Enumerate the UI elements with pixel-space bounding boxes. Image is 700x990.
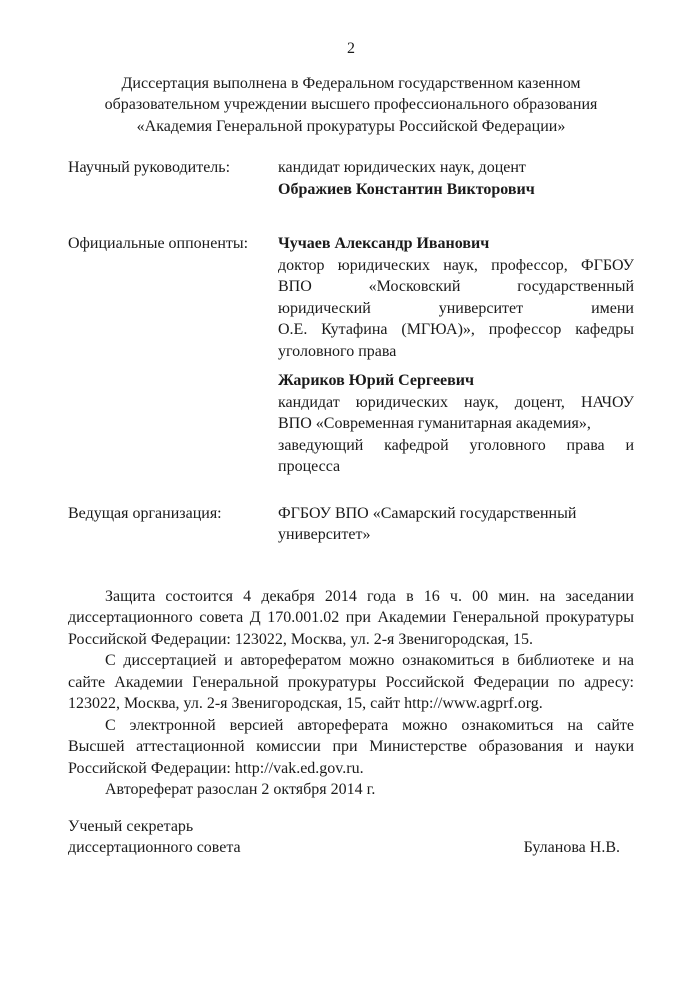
leading-org-row — [68, 503, 634, 546]
opponent-description-line: доктор юридических наук, профессор, ФГБОУ — [278, 256, 634, 274]
opponent-description-line: заведующий кафедрой уголовного права и — [278, 436, 634, 454]
opponent-description-line: ВПО «Московский государственный — [278, 278, 634, 295]
opponent-description-line: процесса — [278, 458, 341, 475]
supervisor-degree: кандидат юридических наук, доцент — [278, 159, 526, 176]
opponent-description-line: кандидат юридических наук, доцент, НАЧОУ — [278, 393, 634, 411]
opponent-name: Жариков Юрий Сергеевич — [278, 372, 475, 389]
leading-org-label: Ведущая организация: — [68, 504, 222, 522]
page-number: 2 — [347, 40, 355, 57]
supervisor-row — [68, 157, 634, 200]
secretary-role-line1: Ученый секретарь — [68, 817, 194, 835]
supervisor-value — [278, 157, 634, 200]
secretary-name: Буланова Н.В. — [523, 839, 620, 856]
opponent-name: Чучаев Александр Иванович — [278, 235, 490, 252]
paragraph-line: сайте Академии Генеральной прокуратуры Российской Федерации по адресу: — [68, 673, 634, 691]
secretary-role — [68, 816, 241, 859]
opponents-label: Официальные оппоненты: — [68, 235, 249, 252]
affiliation-heading-line: «Академия Генеральной прокуратуры Российской Федерации» — [136, 117, 566, 135]
leading-org-line: ФГБОУ ВПО «Самарский государственный — [278, 504, 577, 522]
library-access-paragraph — [68, 650, 634, 715]
leading-org-value — [278, 503, 634, 546]
affiliation-heading-line: Диссертация выполнена в Федеральном государственном казенном — [121, 74, 581, 92]
paragraph-line: Российской Федерации: 123022, Москва, ул. 2-я Звенигородская, 15. — [68, 630, 534, 648]
supervisor-label: Научный руководитель: — [68, 159, 231, 176]
opponent-description-line: юридический университет имени — [278, 299, 634, 317]
affiliation-heading-line: образовательном учреждении высшего профессионального образования — [104, 96, 598, 113]
opponent-description-line: ВПО «Современная гуманитарная академия», — [278, 415, 591, 432]
leading-org-line: университет» — [278, 526, 371, 543]
distribution-note: Автореферат разослан 2 октября 2014 г. — [105, 781, 376, 798]
paragraph-line: 123022, Москва, ул. 2-я Звенигородская, 15, сайт http://www.agprf.org. — [68, 695, 543, 712]
opponent-description-line: О.Е. Кутафина (МГЮА)», профессор кафедры — [278, 321, 634, 338]
opponent-first-block — [278, 233, 634, 362]
paragraph-line: диссертационного совета Д 170.001.02 при Академии Генеральной прокуратуры — [68, 609, 634, 626]
opponents-row — [68, 233, 634, 478]
online-version-paragraph — [68, 715, 634, 780]
defense-paragraph — [68, 586, 634, 651]
body-text — [68, 586, 634, 780]
paragraph-line: Российской Федерации: http://vak.ed.gov.ru. — [68, 759, 364, 777]
opponent-second-block — [278, 370, 634, 478]
signature-block — [68, 816, 634, 859]
paragraph-line: С диссертацией и авторефератом можно ознакомиться в библиотеке и на — [105, 652, 634, 669]
paragraph-line: Защита состоится 4 декабря 2014 года в 16 ч. 00 мин. на заседании — [105, 587, 634, 605]
supervisor-name: Ображиев Константин Викторович — [278, 180, 535, 198]
affiliation-heading — [68, 73, 634, 138]
paragraph-line: С электронной версией автореферата можно ознакомиться на сайте — [105, 716, 634, 734]
paragraph-line: Высшей аттестационной комиссии при Министерстве образования и науки — [68, 738, 634, 755]
opponent-description-line: уголовного права — [278, 342, 397, 360]
secretary-role-line2: диссертационного совета — [68, 839, 241, 856]
opponents-value — [278, 233, 634, 478]
